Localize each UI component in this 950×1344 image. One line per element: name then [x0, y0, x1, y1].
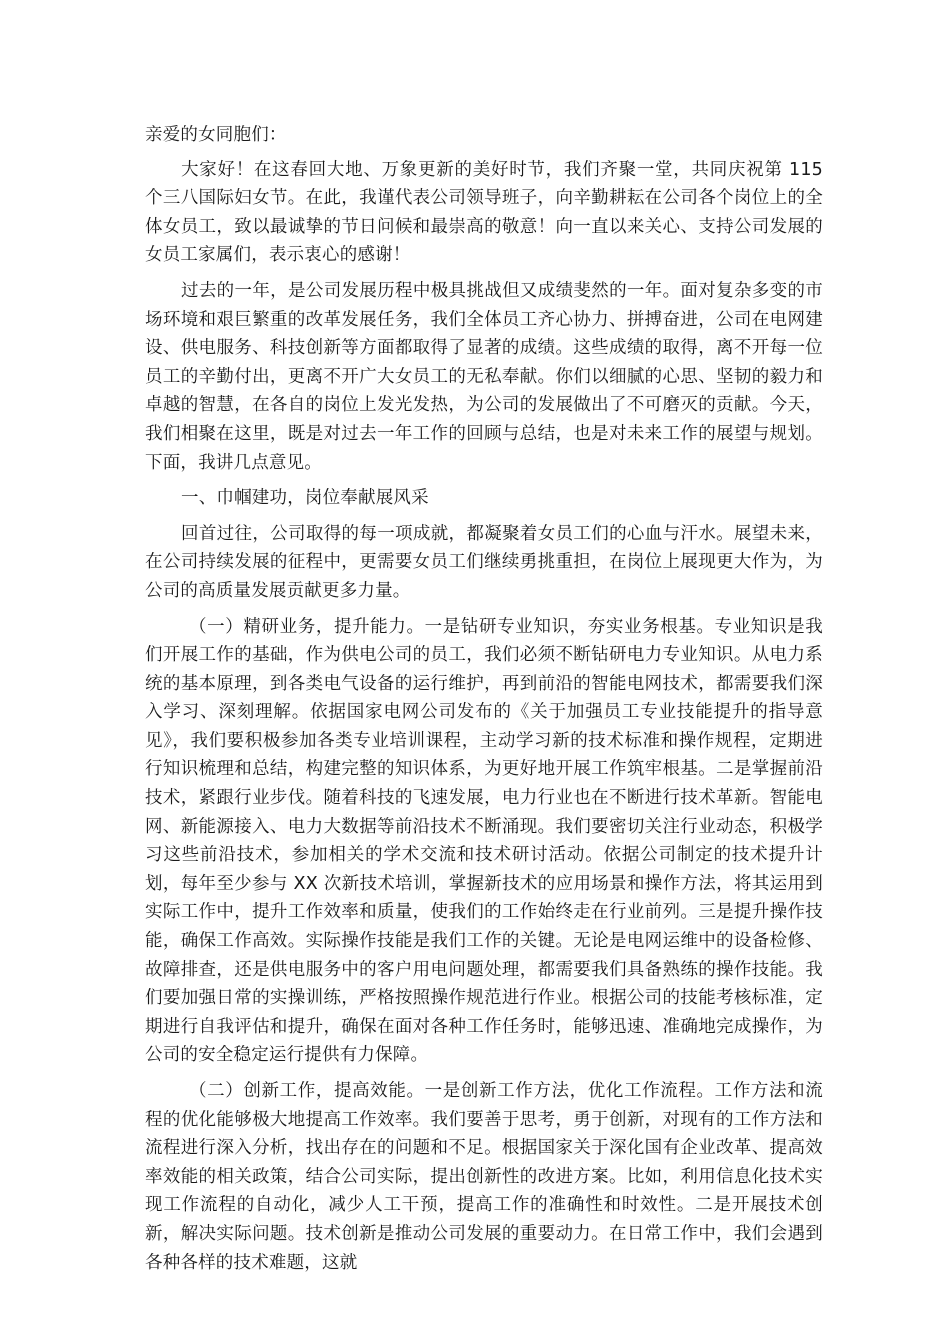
salutation: 亲爱的女同胞们：	[145, 125, 287, 145]
paragraph-review: 过去的一年，是公司发展历程中极具挑战但又成绩斐然的一年。面对复杂多变的市场环境和艰巨繁重的改革发展任务，我们全体员工齐心协力、拼搏奋进，公司在电网建设、供电服务、科技创新等方面都取得了显著的成绩。这些成绩的取得，离不开每一位员工的辛勤付出，更离不开广大女员工的无私奉献。你们以细腻的心思、坚韧的毅力和卓越的智慧，在各自的岗位上发光发热，为公司的发展做出了不可磨灭的贡献。今天，我们相聚在这里，既是对过去一年工作的回顾与总结，也是对未来工作的展望与规划。下面，我讲几点意见。	[145, 280, 823, 473]
paragraph-section-intro: 回首过往，公司取得的每一项成就，都凝聚着女员工们的心血与汗水。展望未来，在公司持续发展的征程中，更需要女员工们继续勇挑重担，在岗位上展现更大作为，为公司的高质量发展贡献更多力量。	[145, 523, 823, 601]
paragraph-subsection-1: （一）精研业务，提升能力。一是钻研专业知识，夯实业务根基。专业知识是我们开展工作的基础，作为供电公司的员工，我们必须不断钻研电力专业知识。从电力系统的基本原理，到各类电气设备的运行维护，再到前沿的智能电网技术，都需要我们深入学习、深刻理解。依据国家电网公司发布的《关于加强员工专业技能提升的指导意见》，我们要积极参加各类专业培训课程，主动学习新的技术标准和操作规程，定期进行知识梳理和总结，构建完整的知识体系，为更好地开展工作筑牢根基。二是掌握前沿技术，紧跟行业步伐。随着科技的飞速发展，电力行业也在不断进行技术革新。智能电网、新能源接入、电力大数据等前沿技术不断涌现。我们要密切关注行业动态，积极学习这些前沿技术，参加相关的学术交流和技术研讨活动。依据公司制定的技术提升计划，每年至少参与 XX 次新技术培训，掌握新技术的应用场景和操作方法，将其运用到实际工作中，提升工作效率和质量，使我们的工作始终走在行业前列。三是提升操作技能，确保工作高效。实际操作技能是我们工作的关键。无论是电网运维中的设备检修、故障排查，还是供电服务中的客户用电问题处理，都需要我们具备熟练的操作技能。我们要加强日常的实操训练，严格按照操作规范进行作业。根据公司的技能考核标准，定期进行自我评估和提升，确保在面对各种工作任务时，能够迅速、准确地完成操作，为公司的安全稳定运行提供有力保障。	[145, 616, 823, 1066]
document-body	[145, 121, 823, 1284]
section-heading-1: 一、巾帼建功，岗位奉献展风采	[181, 488, 429, 509]
paragraph-subsection-2: （二）创新工作，提高效能。一是创新工作方法，优化工作流程。工作方法和流程的优化能够极大地提高工作效率。我们要善于思考，勇于创新，对现有的工作方法和流程进行深入分析，找出存在的问题和不足。根据国家关于深化国有企业改革、提高效率效能的相关政策，结合公司实际，提出创新性的改进方案。比如，利用信息化技术实现工作流程的自动化，减少人工干预，提高工作的准确性和时效性。二是开展技术创新，解决实际问题。技术创新是推动公司发展的重要动力。在日常工作中，我们会遇到各种各样的技术难题，这就	[145, 1081, 823, 1273]
paragraph-greeting: 大家好！在这春回大地、万象更新的美好时节，我们齐聚一堂，共同庆祝第 115 个三八国际妇女节。在此，我谨代表公司领导班子，向辛勤耕耘在公司各个岗位上的全体女员工，致以最诚挚的节日问候和最崇高的敬意！向一直以来关心、支持公司发展的女员工家属们，表示衷心的感谢！	[145, 159, 823, 266]
